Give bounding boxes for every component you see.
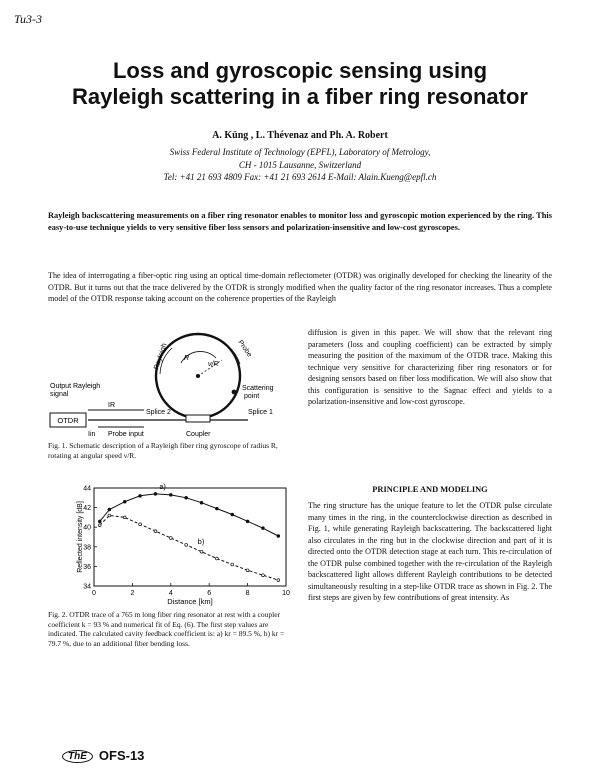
data-point — [169, 493, 172, 496]
footer-page-number: OFS-13 — [98, 748, 145, 763]
data-point — [200, 550, 203, 553]
x-tick-label: 2 — [130, 590, 135, 597]
iin-label: Iin — [88, 431, 96, 438]
output-label: Output Rayleigh — [50, 383, 101, 390]
figure-2-chart — [48, 482, 300, 608]
data-point — [215, 507, 218, 510]
angular-speed-label: ν/R — [208, 361, 219, 368]
affiliation-line-2: CH - 1015 Lausanne, Switzerland — [238, 159, 362, 170]
coupler-label: Coupler — [186, 431, 211, 438]
series-line-a — [100, 494, 278, 536]
data-point — [123, 500, 126, 503]
y-axis-label: Reflected intensity [dB] — [77, 501, 84, 573]
page-footer — [62, 748, 144, 763]
data-point — [200, 501, 203, 504]
data-point — [98, 524, 101, 527]
probe-label: Probe — [236, 339, 253, 359]
data-point — [139, 494, 142, 497]
x-tick-label: 8 — [245, 590, 250, 597]
ir-label: IR — [108, 402, 115, 409]
affiliation-line-1: Swiss Federal Institute of Technology (EPFL), Laboratory of Metrology, — [169, 147, 431, 157]
data-point — [108, 514, 111, 517]
data-point — [108, 508, 111, 511]
rayleigh-label: Rayleigh — [153, 342, 169, 371]
signal-label: signal — [50, 391, 69, 398]
data-point — [262, 527, 265, 530]
data-point — [246, 520, 249, 523]
y-tick-label: 42 — [83, 505, 91, 513]
series-line-b — [100, 515, 278, 580]
paper-title — [40, 58, 560, 110]
scattering-label: Scattering — [242, 385, 274, 392]
figure-2-caption: Fig. 2. OTDR trace of a 765 m long fiber ring resonator at rest with a coupler coefficient k = 93 % and numerical fit of Eq. (6). The first step values are indicated. The calculated cavity feedback coefficient is: a) kr = 89.5 %, b) kr = 79.7 %, due to an additional fiber bending loss. — [48, 610, 285, 648]
x-tick-label: 0 — [92, 590, 96, 597]
intro-paragraph: The idea of interrogating a fiber-optic ring using an optical time-domain reflectometer (OTDR) was originally developed for checking the linearity of the OTDR. But it turns out that the trace delivered by the OTDR is strongly modified when the quality factor of the ring resonator increases. Thus a complete model of the OTDR response taking account on the coherence properties of the Rayleigh — [48, 271, 552, 303]
data-point — [231, 563, 234, 566]
data-point — [231, 513, 234, 516]
data-point — [139, 523, 142, 526]
data-point — [154, 530, 157, 533]
data-point — [246, 569, 249, 572]
splice2-label: Splice 2 — [146, 409, 171, 416]
affiliation — [40, 146, 560, 184]
point-label: point — [244, 393, 260, 400]
right-paragraph-2: The ring structure has the unique feature to let the OTDR pulse circulate many times in the ring, in the counterclockwise direction as described in Fig. 1, while generating Rayleigh backscattering. The backscattered light also circulates in the ring but in the clockwise direction and part of it is directed onto the OTDR detection stage at each turn. This re-circulation of the OTDR pulse combined together with the re-circulation of the Rayleigh backscattered light allows different Rayleigh contributions to be detected simultaneously resulting in a step-like OTDR trace as shown in Fig. 2. The first steps are given by few contributions of great intensity. As — [308, 501, 552, 602]
data-point — [277, 579, 280, 582]
title-line-1: Loss and gyroscopic sensing using — [112, 58, 488, 83]
series-label-b: b) — [197, 536, 205, 546]
data-point — [185, 496, 188, 499]
x-axis-label: Distance [km] — [167, 597, 213, 606]
otdr-label: OTDR — [57, 416, 79, 425]
data-point — [262, 574, 265, 577]
data-point — [185, 543, 188, 546]
x-tick-label: 6 — [207, 590, 212, 597]
data-point — [154, 492, 157, 495]
x-tick-label: 10 — [282, 590, 290, 597]
series-label-a: a) — [159, 482, 166, 491]
data-point — [123, 516, 126, 519]
y-tick-label: 40 — [83, 524, 91, 532]
x-tick-label: 4 — [168, 590, 173, 597]
y-tick-label: 34 — [83, 583, 91, 591]
abstract: Rayleigh backscattering measurements on a fiber ring resonator enables to monitor loss and gyroscopic motion experienced by the ring. This easy-to-use technique yields to very sensitive fiber loss sensors and polarization-insensitive and low-cost gyroscopes. — [48, 211, 552, 232]
splice1-label: Splice 1 — [248, 409, 273, 416]
data-point — [215, 557, 218, 560]
session-code: Tu3-3 — [14, 12, 43, 26]
authors: A. Küng , L. Thévenaz and Ph. A. Robert — [212, 130, 388, 141]
scattering-point-mark — [232, 390, 237, 395]
section-heading: PRINCIPLE AND MODELING — [372, 485, 488, 494]
title-line-2: Rayleigh scattering in a fiber ring resonator — [72, 84, 528, 109]
right-paragraph-1: diffusion is given in this paper. We will show that the relevant ring parameters (loss and coupling coefficient) can be extracted by simply measuring the position of the maximum of the OTDR trace. Making this technique very sensitive for characterizing fiber ring resonators or for designing sensors based on fiber loss modification. We will also show that this configuration is sensitive to the Sagnac effect and yields to a polarization-insensitive and low-cost gyroscope. — [308, 328, 552, 406]
footer-code: ThE — [62, 750, 93, 763]
data-point — [98, 520, 101, 523]
data-point — [277, 535, 280, 538]
affiliation-line-3: Tel: +41 21 693 4809 Fax: +41 21 693 2614 E-Mail: Alain.Kueng@epfl.ch — [163, 172, 437, 182]
probe-input-label: Probe input — [108, 431, 144, 438]
figure-1-caption: Fig. 1. Schematic description of a Rayleigh fiber ring gyroscope of radius R, rotating at angular speed ν/R. — [48, 441, 278, 460]
radius-label: R — [184, 355, 190, 362]
y-tick-label: 38 — [83, 544, 91, 552]
coupler-box — [186, 415, 210, 422]
figure-1-diagram — [48, 330, 300, 438]
y-tick-label: 44 — [83, 485, 91, 493]
data-point — [169, 537, 172, 540]
y-tick-label: 36 — [83, 563, 91, 571]
